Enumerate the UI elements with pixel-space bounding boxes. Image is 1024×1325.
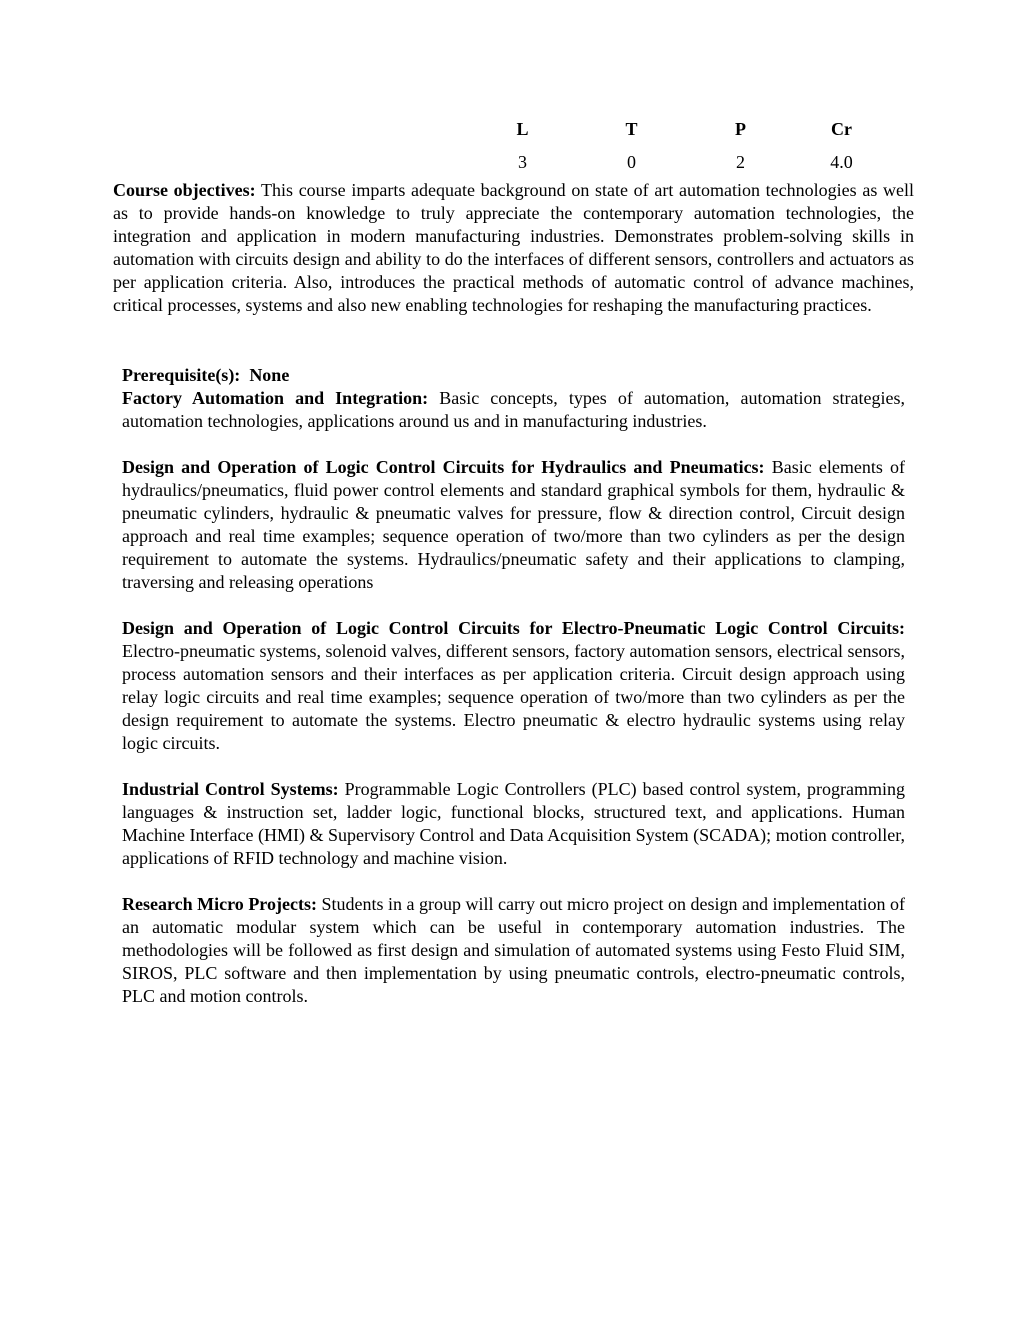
- section-heading: Factory Automation and Integration:: [122, 388, 429, 408]
- practical-value: 2: [736, 152, 745, 172]
- section-factory-automation: [122, 387, 905, 433]
- section-heading: Research Micro Projects:: [122, 894, 317, 914]
- section-industrial-control: [122, 778, 905, 870]
- section-research-projects: [122, 893, 905, 1008]
- prerequisite-label: Prerequisite(s):: [122, 365, 241, 385]
- section-heading: Design and Operation of Logic Control Circuits for Hydraulics and Pneumatics:: [122, 457, 765, 477]
- syllabus-content: [122, 364, 905, 1008]
- prerequisite-line: [122, 364, 905, 387]
- course-objectives-paragraph: [113, 179, 914, 317]
- section-heading: Industrial Control Systems:: [122, 779, 339, 799]
- credit-table: [468, 118, 888, 174]
- lecture-value: 3: [518, 152, 527, 172]
- tutorial-value: 0: [627, 152, 636, 172]
- section-text: Basic concepts, types of automation, automation strategies, automation technologies, applications around us and in manufacturing industries.: [122, 388, 905, 431]
- section-electro-pneumatic: [122, 617, 905, 755]
- credits-header: Cr: [831, 119, 852, 139]
- section-hydraulics-pneumatics: [122, 456, 905, 594]
- section-text: Students in a group will carry out micro project on design and implementation of an automatic modular system which can be useful in contemporary automation industries. The methodologies will be followed as first design and simulation of automated systems using Festo Fluid SIM, SIROS, PLC software and then implementation by using pneumatic controls, electro-pneumatic controls, PLC and motion controls.: [122, 894, 906, 1006]
- lecture-header: L: [516, 119, 529, 139]
- tutorial-header: T: [625, 119, 638, 139]
- section-text: Programmable Logic Controllers (PLC) based control system, programming languages & instruction set, ladder logic, functional blocks, structured text, and applications. Human Machine Interface (HMI) & Supervisory Control and Data Acquisition System (SCADA); motion controller, applications of RFID technology and machine vision.: [122, 779, 905, 868]
- prerequisite-value: None: [249, 365, 290, 385]
- section-heading: Design and Operation of Logic Control Circuits for Electro-Pneumatic Logic Control Circuits:: [122, 618, 905, 638]
- course-objectives-text: This course imparts adequate background on state of art automation technologies as well as to provide hands-on knowledge to truly appreciate the contemporary automation technologies, the integration and application in modern manufacturing industries. Demonstrates problem-solving skills in automation with circuits design and ability to do the interfaces of different sensors, controllers and actuators as per application criteria. Also, introduces the practical methods of automatic control of advance machines, critical processes, systems and also new enabling technologies for reshaping the manufacturing practices.: [113, 180, 914, 315]
- credit-value-row: [468, 151, 888, 174]
- section-text: Electro-pneumatic systems, solenoid valves, different sensors, factory automation sensors, electrical sensors, process automation sensors and their interfaces as per application criteria. Circuit design approach using relay logic circuits and real time examples; sequence operation of two/more than two cylinders as per the design requirement to automate the systems. Electro pneumatic & electro hydraulic systems using relay logic circuits.: [122, 641, 905, 753]
- credit-header-row: [468, 118, 888, 141]
- practical-header: P: [735, 119, 746, 139]
- section-text: Basic elements of hydraulics/pneumatics, fluid power control elements and standard graphical symbols for them, hydraulic & pneumatic cylinders, hydraulic & pneumatic valves for pressure, flow & direction control, Circuit design approach and real time examples; sequence operation of two/more than two cylinders as per the design requirement to automate the systems. Hydraulics/pneumatic safety and their applications to clamping, traversing and releasing operations: [122, 457, 905, 592]
- credits-value: 4.0: [830, 152, 853, 172]
- course-objectives-label: Course objectives:: [113, 180, 256, 200]
